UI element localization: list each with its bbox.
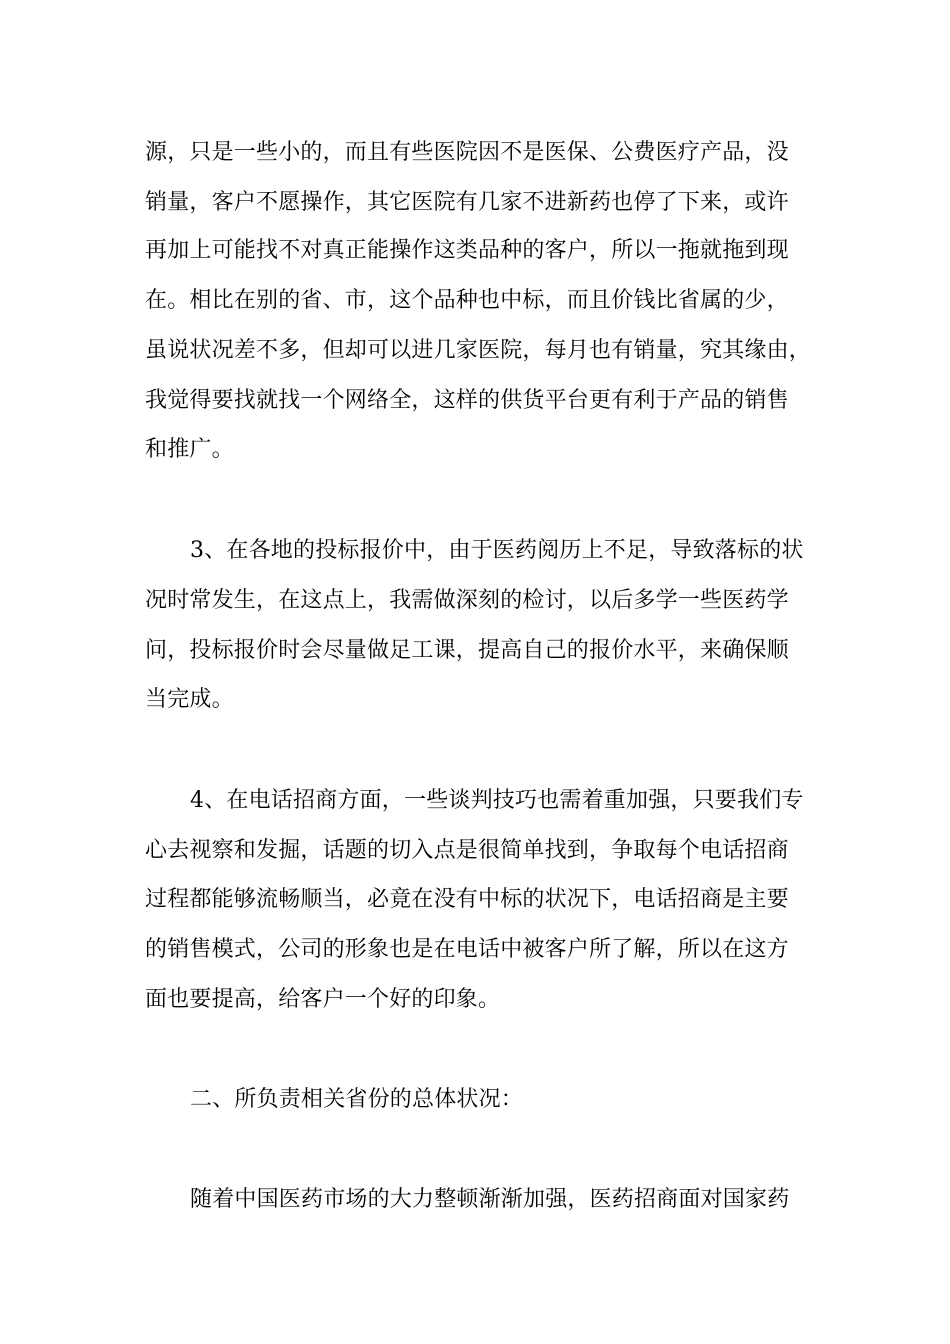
text-line: 源，只是一些小的，而且有些医院因不是医保、公费医疗产品，没	[145, 140, 789, 165]
text-line: 4、在电话招商方面，一些谈判技巧也需着重加强，只要我们专	[190, 788, 804, 813]
text-line: 虽说状况差不多，但却可以进几家医院，每月也有销量，究其缘由，	[145, 338, 812, 363]
text-line: 况时常发生，在这点上，我需做深刻的检讨，以后多学一些医药学	[145, 588, 789, 613]
text-line: 在。相比在别的省、市，这个品种也中标，而且价钱比省属的少，	[145, 288, 789, 313]
text-line: 的销售模式，公司的形象也是在电话中被客户所了解，所以在这方	[145, 937, 789, 962]
text-line: 心去视察和发掘，话题的切入点是很简单找到，争取每个电话招商	[145, 838, 789, 863]
text-line: 过程都能够流畅顺当，必竟在没有中标的状况下，电话招商是主要	[145, 887, 789, 912]
text-line: 当完成。	[145, 687, 234, 712]
section-heading-text: 二、所负责相关省份的总体状况：	[190, 1087, 524, 1112]
text-line: 3、在各地的投标报价中，由于医药阅历上不足，导致落标的状	[190, 538, 804, 563]
text-line: 我觉得要找就找一个网络全，这样的供货平台更有利于产品的销售	[145, 388, 789, 413]
text-line: 随着中国医药市场的大力整顿渐渐加强，医药招商面对国家药	[190, 1187, 790, 1212]
text-line: 销量，客户不愿操作，其它医院有几家不进新药也停了下来，或许	[145, 190, 789, 215]
text-line: 问，投标报价时会尽量做足工课，提高自己的报价水平，来确保顺	[145, 638, 789, 663]
text-line: 和推广。	[145, 437, 234, 462]
text-line: 面也要提高，给客户一个好的印象。	[145, 987, 501, 1012]
text-line: 再加上可能找不对真正能操作这类品种的客户，所以一拖就拖到现	[145, 238, 789, 263]
